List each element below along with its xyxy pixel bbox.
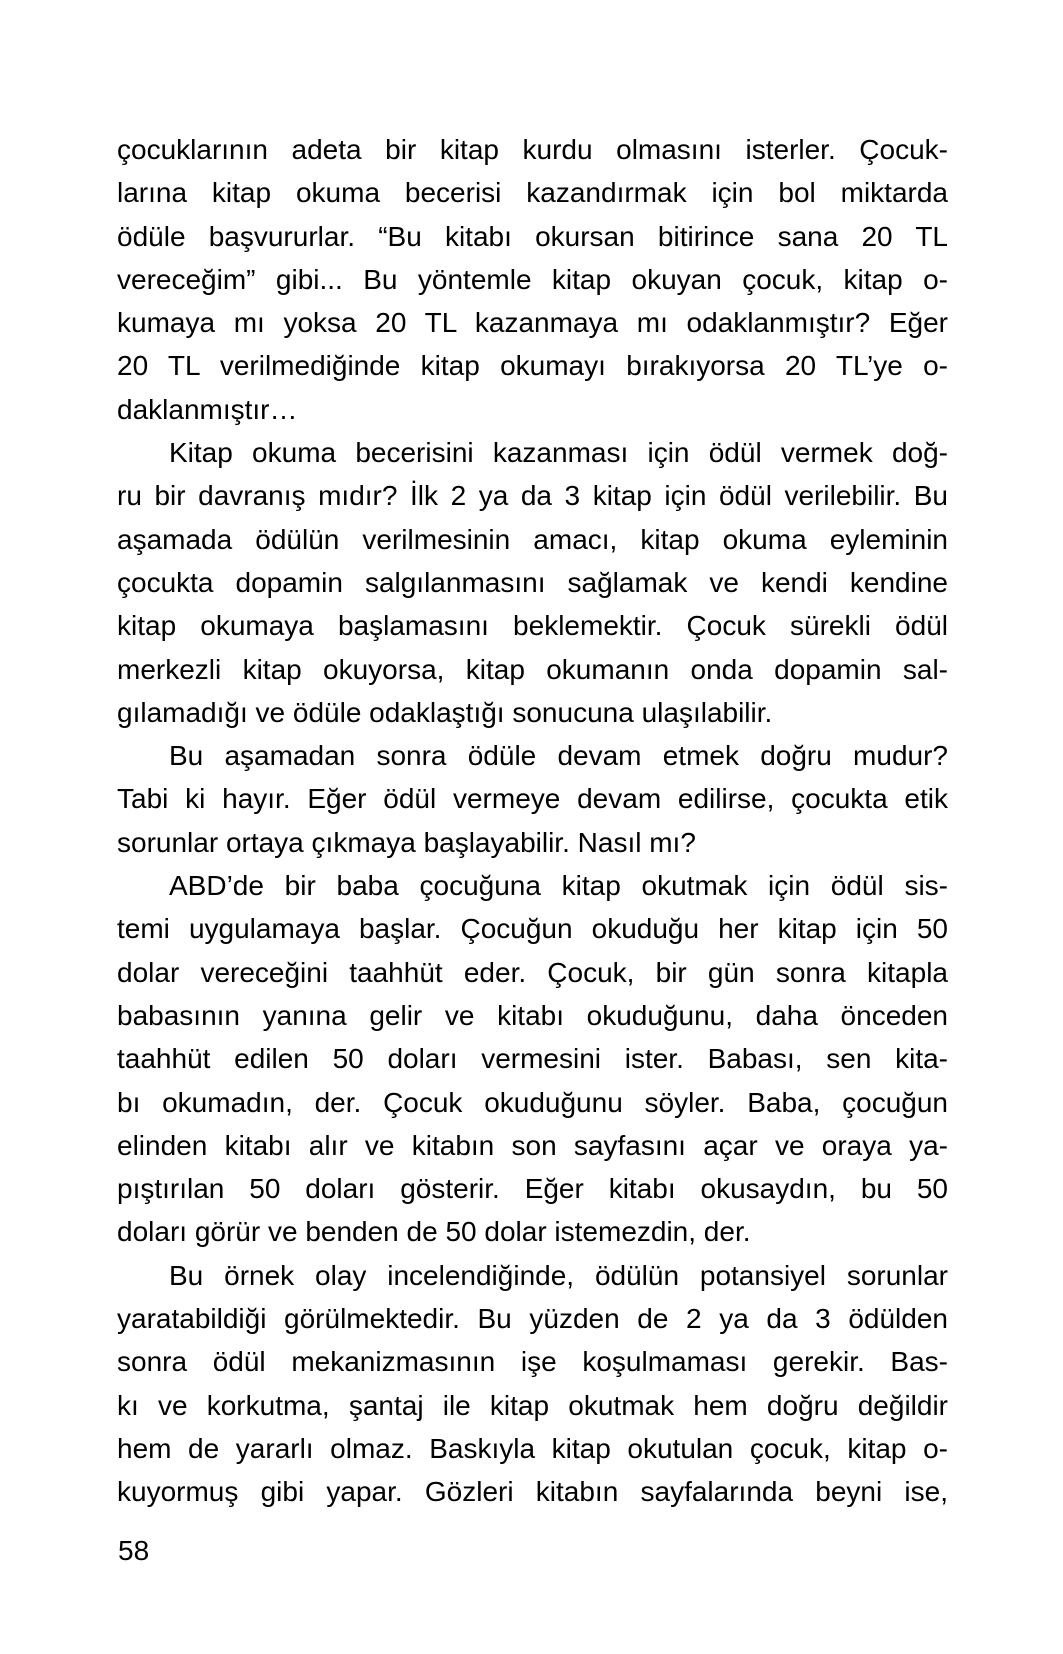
text-line: doları görür ve benden de 50 dolar istemezdin, der.	[117, 1216, 751, 1248]
text-line: kumaya mı yoksa 20 TL kazanmaya mı odaklanmıştır? Eğer	[117, 307, 948, 339]
text-line: gılamadığı ve ödüle odaklaştığı sonucuna ulaşılabilir.	[117, 696, 773, 728]
body-text	[117, 128, 948, 1514]
text-line: bı okumadın, der. Çocuk okuduğunu söyler. Baba, çocuğun	[117, 1086, 948, 1118]
text-line: aşamada ödülün verilmesinin amacı, kitap okuma eyleminin	[117, 523, 948, 555]
text-line: kuyormuş gibi yapar. Gözleri kitabın sayfalarında beyni ise,	[117, 1476, 948, 1508]
text-line: Bu aşamadan sonra ödüle devam etmek doğru mudur?	[169, 740, 948, 772]
text-line: Tabi ki hayır. Eğer ödül vermeye devam edilirse, çocukta etik	[117, 783, 948, 815]
text-line: temi uygulamaya başlar. Çocuğun okuduğu her kitap için 50	[117, 913, 948, 945]
page-number: 58	[118, 1535, 150, 1566]
text-line: daklanmıştır…	[117, 393, 298, 425]
text-line: ödüle başvururlar. “Bu kitabı okursan bitirince sana 20 TL	[117, 220, 948, 252]
text-line: taahhüt edilen 50 doları vermesini ister. Babası, sen kita-	[117, 1043, 948, 1075]
text-line: pıştırılan 50 doları gösterir. Eğer kitabı okusaydın, bu 50	[117, 1173, 948, 1205]
text-line: çocukta dopamin salgılanmasını sağlamak ve kendi kendine	[117, 566, 948, 598]
text-line: vereceğim” gibi... Bu yöntemle kitap okuyan çocuk, kitap o-	[117, 263, 948, 295]
text-line: Bu örnek olay incelendiğinde, ödülün potansiyel sorunlar	[169, 1259, 948, 1291]
text-line: ru bir davranış mıdır? İlk 2 ya da 3 kitap için ödül verilebilir. Bu	[117, 480, 948, 512]
text-line: babasının yanına gelir ve kitabı okuduğunu, daha önceden	[117, 999, 948, 1031]
text-line: elinden kitabı alır ve kitabın son sayfasını açar ve oraya ya-	[117, 1129, 948, 1161]
text-line: ABD’de bir baba çocuğuna kitap okutmak için ödül sis-	[169, 870, 948, 902]
text-line: çocuklarının adeta bir kitap kurdu olmasını isterler. Çocuk-	[117, 134, 948, 165]
text-line: yaratabildiği görülmektedir. Bu yüzden de 2 ya da 3 ödülden	[117, 1303, 948, 1335]
text-line: sonra ödül mekanizmasının işe koşulmaması gerekir. Bas-	[117, 1346, 948, 1378]
text-line: hem de yararlı olmaz. Baskıyla kitap okutulan çocuk, kitap o-	[117, 1432, 948, 1464]
text-line: kitap okumaya başlamasını beklemektir. Çocuk sürekli ödül	[117, 610, 948, 642]
text-line: merkezli kitap okuyorsa, kitap okumanın onda dopamin sal-	[117, 653, 948, 685]
text-line: Kitap okuma becerisini kazanması için ödül vermek doğ-	[169, 437, 948, 469]
text-line: 20 TL verilmediğinde kitap okumayı bırakıyorsa 20 TL’ye o-	[117, 350, 948, 382]
text-line: dolar vereceğini taahhüt eder. Çocuk, bir gün sonra kitapla	[117, 956, 948, 988]
text-line: sorunlar ortaya çıkmaya başlayabilir. Nasıl mı?	[117, 826, 696, 858]
text-line: kı ve korkutma, şantaj ile kitap okutmak hem doğru değildir	[117, 1389, 948, 1421]
text-line: larına kitap okuma becerisi kazandırmak için bol miktarda	[117, 177, 948, 209]
